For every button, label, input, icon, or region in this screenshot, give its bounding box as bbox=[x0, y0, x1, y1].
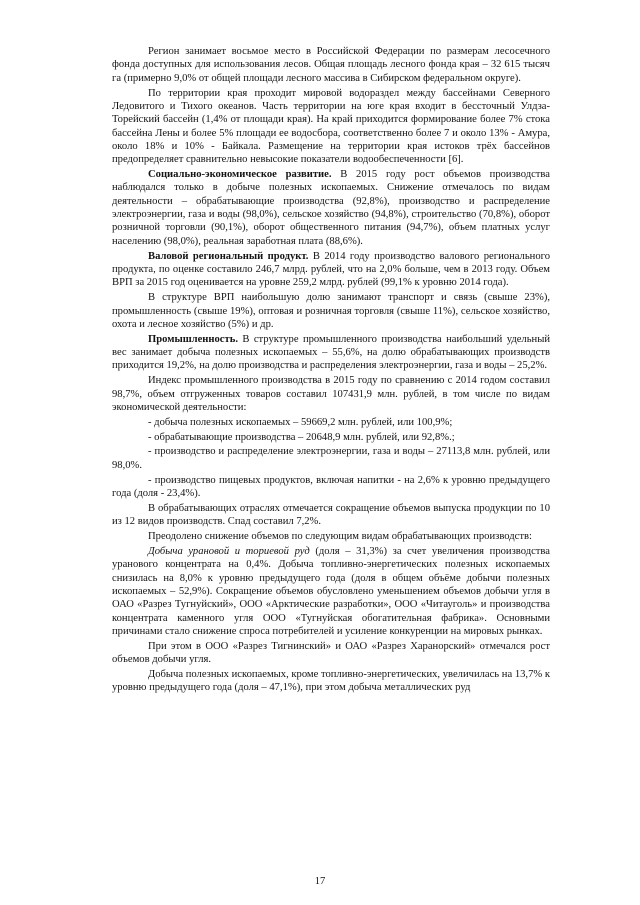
paragraph-grp bbox=[112, 250, 550, 290]
paragraph-non-fuel-mining bbox=[112, 668, 550, 695]
paragraph-text: При этом в ООО «Разрез Тигнинский» и ОАО «Разрез Харанорский» отмечался рост объемов добычи угля. bbox=[112, 640, 550, 666]
section-heading: Валовой региональный продукт. bbox=[148, 250, 309, 262]
paragraph-text: (доля – 31,3%) за счет увеличения производства уранового концентрата на 0,4%. Добыча топливно-энергетических полезных ископаемых снизилась на 8,0% к уровню предыдущего года (доля в общем объёме добычи полезных ископаемых – 52,9%). Сокращение объемов обусловлено уменьшением объемов добычи угля в ОАО «Разрез Тугнуйский», ООО «Арктические разработки», ООО «Читауголь» и производства концентрата каменного угля ООО «Тугнуйская обогатительная фабрика». Основными причинами стало снижение спроса потребителей и усиление конкуренции на мировых рынках. bbox=[112, 545, 550, 637]
italic-lead: Добыча урановой и ториевой руд bbox=[148, 545, 310, 557]
paragraph-watershed bbox=[112, 87, 550, 167]
section-heading: Социально-экономическое развитие. bbox=[148, 169, 332, 181]
paragraph-text: В 2014 году производство валового регионального продукта, по оценке составило 246,7 млрд. рублей, что на 2,0% больше, чем в 2013 году. Объем ВРП за 2015 год оценивается на уровне 259,2 млрд. рублей (99,1% к уровню 2014 года). bbox=[112, 250, 550, 289]
section-heading: Промышленность. bbox=[148, 333, 238, 345]
paragraph-industry bbox=[112, 333, 550, 373]
list-item-text: - добыча полезных ископаемых – 59669,2 млн. рублей, или 100,9%; bbox=[148, 416, 453, 428]
paragraph-grp-structure bbox=[112, 291, 550, 331]
list-item bbox=[112, 445, 550, 472]
paragraph-forest-fund bbox=[112, 45, 550, 85]
list-item bbox=[112, 416, 550, 429]
paragraph-socio-economic bbox=[112, 168, 550, 248]
list-item-text: - производство пищевых продуктов, включая напитки - на 2,6% к уровню предыдущего года (доля - 23,4%). bbox=[112, 474, 550, 499]
list-item-text: - производство и распределение электроэнергии, газа и воды – 27113,8 млн. рублей, или 98,0%. bbox=[112, 446, 550, 471]
paragraph-text: Добыча полезных ископаемых, кроме топливно-энергетических, увеличилась на 13,7% к уровню предыдущего года (доля – 47,1%), при этом добыча металлических руд bbox=[112, 668, 550, 694]
paragraph-manufacturing-decline bbox=[112, 502, 550, 529]
paragraph-uranium-mining bbox=[112, 545, 550, 638]
paragraph-text: В 2015 году рост объемов производства наблюдался только в добыче полезных ископаемых. Снижение отмечалось по видам деятельности – обрабатывающие производства (92,8%), производство и распределение электроэнергии, газа и воды (98,0%), сельское хозяйство (94,8%), строительство (70,8%), оборот розничной торговли (90,1%), оборот общественного питания (94,7%), объем платных услуг населению (98,0%), реальная заработная плата (88,6%). bbox=[112, 169, 550, 247]
paragraph-overcome-decline bbox=[112, 530, 550, 543]
list-item bbox=[112, 474, 550, 501]
list-item-text: - обрабатывающие производства – 20648,9 млн. рублей, или 92,8%.; bbox=[148, 431, 455, 443]
paragraph-industrial-index bbox=[112, 374, 550, 414]
paragraph-text: Преодолено снижение объемов по следующим видам обрабатывающих производств: bbox=[148, 531, 532, 543]
page-number: 17 bbox=[314, 876, 326, 887]
paragraph-text: Регион занимает восьмое место в Российской Федерации по размерам лесосечного фонда доступных для использования лесов. Общая площадь лесного фонда края – 32 615 тысяч га (примерно 9,0% от общей площади лесного массива в Сибирском федеральном округе). bbox=[112, 46, 550, 84]
paragraph-text: В структуре ВРП наибольшую долю занимают транспорт и связь (свыше 23%), промышленность (свыше 19%), оптовая и розничная торговля (свыше 11%), сельское хозяйство, охота и лесное хозяйство (5%) и др. bbox=[112, 292, 550, 330]
paragraph-coal-growth bbox=[112, 640, 550, 667]
paragraph-text: Индекс промышленного производства в 2015 году по сравнению с 2014 годом составил 98,7%, объем отгруженных товаров составил 107431,9 млн. рублей, в том числе по видам экономической деятельности: bbox=[112, 375, 550, 413]
list-item bbox=[112, 431, 550, 444]
paragraph-text: По территории края проходит мировой водораздел между бассейнами Северного Ледовитого и Тихого океанов. Часть территории на юге края входит в бессточный Улдза-Торейский бассейн (1,4% от площади края). На край приходится формирование более 7% стока бассейна Лены и более 5% площади ее водосбора, соответственно более 7 и около 13% - Амура, около 18% и 10% - Байкала. Размещение на территории края истоков трёх бассейнов предопределяет сравнительно невысокие показатели водообеспеченности [6]. bbox=[112, 87, 550, 166]
page-body-text bbox=[112, 45, 550, 696]
paragraph-text: В обрабатывающих отраслях отмечается сокращение объемов выпуска продукции по 10 из 12 видов производств. Спад составил 7,2%. bbox=[112, 502, 550, 528]
paragraph-text: В структуре промышленного производства наибольший удельный вес занимает добыча полезных ископаемых – 55,6%, на долю обрабатывающих производств приходится 19,2%, на долю производства и распределения электроэнергии, газа и воды – 25,2%. bbox=[112, 333, 550, 372]
